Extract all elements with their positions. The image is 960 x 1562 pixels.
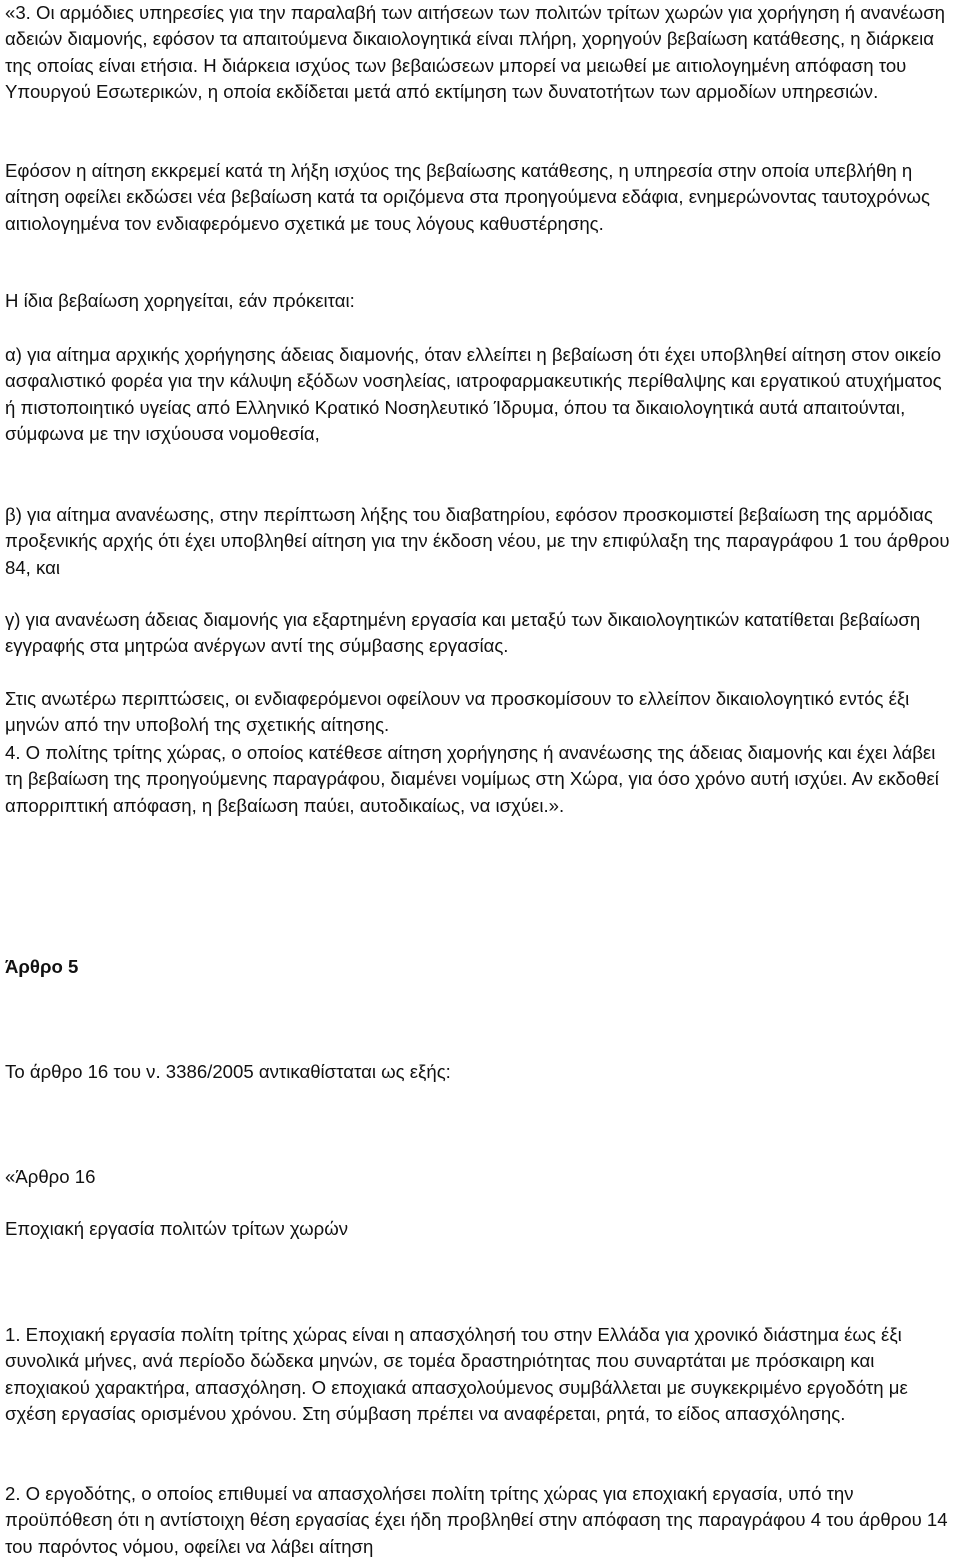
article-16-replacement-note: Το άρθρο 16 του ν. 3386/2005 αντικαθίσταται ως εξής: [5,1061,451,1082]
paragraph-above-cases: Στις ανωτέρω περιπτώσεις, οι ενδιαφερόμενοι οφείλουν να προσκομίσουν το ελλείπον δικαιολογητικό εντός έξι μηνών από την υποβολή της σχετικής αίτησης. [5,688,910,736]
paragraph-seasonal-work-2: 2. Ο εργοδότης, ο οποίος επιθυμεί να απασχολήσει πολίτη τρίτης χώρας για εποχιακή εργασία, υπό την προϋπόθεση ότι η αντίστοιχη θέση εργασίας έχει ήδη προβληθεί στην απόφαση της παραγράφου 4 του άρθρου 14 του παρόντος νόμου, οφείλει να λάβει αίτηση [5,1483,948,1557]
paragraph-same-certificate: Η ίδια βεβαίωση χορηγείται, εάν πρόκειται: [5,290,355,311]
article-5-heading: Άρθρο 5 [5,956,79,977]
paragraph-case-b: β) για αίτημα ανανέωσης, στην περίπτωση λήξης του διαβατηρίου, εφόσον προσκομιστεί βεβαίωση της αρμόδιας προξενικής αρχής ότι έχει υποβληθεί αίτηση για την έκδοση νέου, με την επιφύλαξη της παραγράφου 1 του άρθρου 84, και [5,504,950,578]
paragraph-4: 4. Ο πολίτης τρίτης χώρας, ο οποίος κατέθεσε αίτηση χορήγησης ή ανανέωσης της άδειας διαμονής και έχει λάβει τη βεβαίωση της προηγούμενης παραγράφου, διαμένει νομίμως στη Χώρα, για όσο χρόνο αυτή ισχύει. Αν εκδοθεί απορριπτική απόφαση, η βεβαίωση παύει, αυτοδικαίως, να ισχύει.». [5,742,939,816]
paragraph-seasonal-work-1: 1. Εποχιακή εργασία πολίτη τρίτης χώρας είναι η απασχόλησή του στην Ελλάδα για χρονικό διάστημα έως έξι συνολικά μήνες, ανά περίοδο δώδεκα μηνών, σε τομέα δραστηριότητας που συναρτάται με πρόσκαιρη και εποχιακού χαρακτήρα, απασχόληση. Ο εποχιακά απασχολούμενος συμβάλλεται με συγκεκριμένο εργοδότη με σχέση εργασίας ορισμένου χρόνου. Στη σύμβαση πρέπει να αναφέρεται, ρητά, το είδος απασχόλησης. [5,1324,908,1425]
paragraph-3-intro: «3. Οι αρμόδιες υπηρεσίες για την παραλαβή των αιτήσεων των πολιτών τρίτων χωρών για χορήγηση ή ανανέωση αδειών διαμονής, εφόσον τα απαιτούμενα δικαιολογητικά είναι πλήρη, χορηγούν βεβαίωση κατάθεσης, η διάρκεια της οποίας είναι ετήσια. Η διάρκεια ισχύος των βεβαιώσεων μπορεί να μειωθεί με αιτιολογημένη απόφαση του Υπουργού Εσωτερικών, η οποία εκδίδεται μετά από εκτίμηση των δυνατοτήτων των αρμοδίων υπηρεσιών. [5,2,946,103]
paragraph-case-c: γ) για ανανέωση άδειας διαμονής για εξαρτημένη εργασία και μεταξύ των δικαιολογητικών κατατίθεται βεβαίωση εγγραφής στα μητρώα ανέργων αντί της σύμβασης εργασίας. [5,609,921,657]
article-16-title: Εποχιακή εργασία πολιτών τρίτων χωρών [5,1218,349,1239]
paragraph-pending-application: Εφόσον η αίτηση εκκρεμεί κατά τη λήξη ισχύος της βεβαίωσης κατάθεσης, η υπηρεσία στην οποία υπεβλήθη η αίτηση οφείλει εκδώσει νέα βεβαίωση κατά τα οριζόμενα στα προηγούμενα εδάφια, ενημερώνοντας ταυτοχρόνως αιτιολογημένα τον ενδιαφερόμενο σχετικά με τους λόγους καθυστέρησης. [5,160,931,234]
article-16-heading: «Άρθρο 16 [5,1166,96,1187]
paragraph-case-a: α) για αίτημα αρχικής χορήγησης άδειας διαμονής, όταν ελλείπει η βεβαίωση ότι έχει υποβληθεί αίτηση στον οικείο ασφαλιστικό φορέα για την κάλυψη εξόδων νοσηλείας, ιατροφαρμακευτικής περίθαλψης και εργατικού ατυχήματος ή πιστοποιητικό υγείας από Ελληνικό Κρατικό Νοσηλευτικό Ίδρυμα, όπου τα δικαιολογητικά αυτά απαιτούνται, σύμφωνα με την ισχύουσα νομοθεσία, [5,344,942,445]
